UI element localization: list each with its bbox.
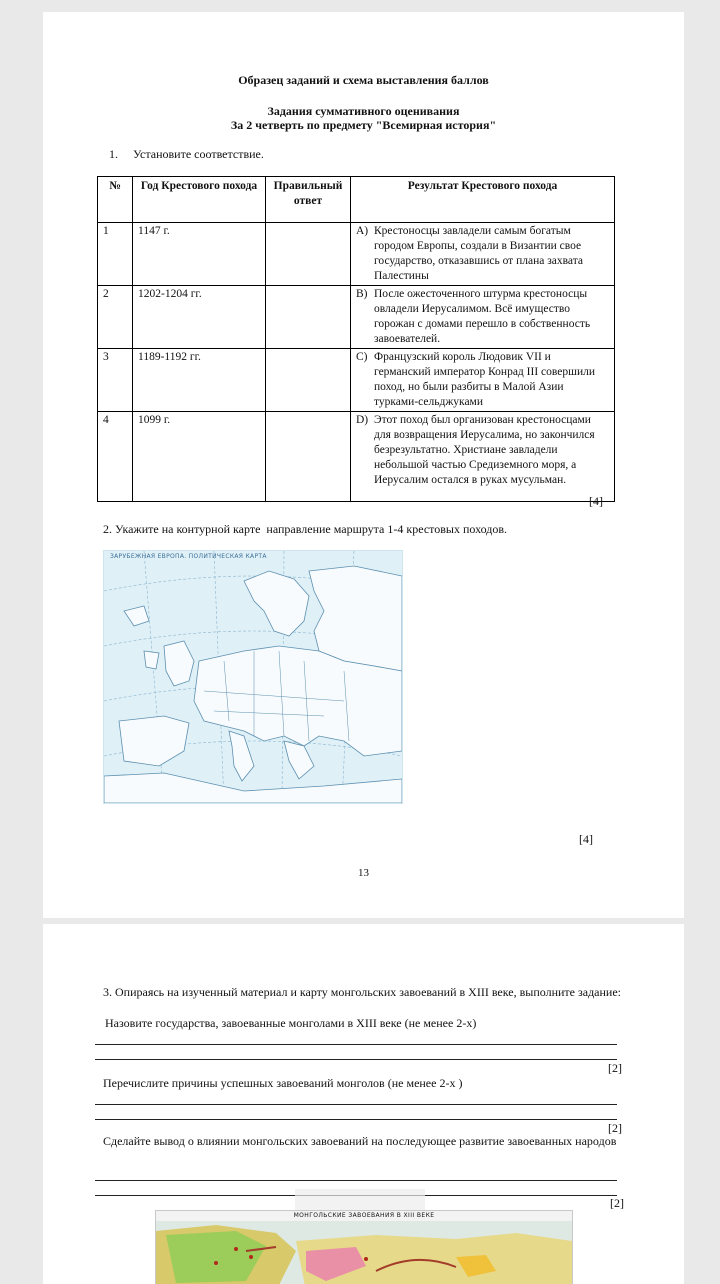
answer-line[interactable] bbox=[95, 1059, 617, 1060]
option-text: Этот поход был организован крестоносцами для возвращения Иерусалима, но закончился безрезультатно. Христиане завладели небольшой частью Средиземного моря, а Иерусалим остался в руках мусульман. bbox=[374, 414, 595, 486]
q2-score: [2] bbox=[608, 1121, 622, 1135]
row-num: 2 bbox=[98, 286, 133, 349]
table-row bbox=[98, 223, 615, 286]
page-number: 13 bbox=[358, 867, 369, 879]
mongol-map-caption: МОНГОЛЬСКИЕ ЗАВОЕВАНИЯ В XIII ВЕКЕ bbox=[293, 1212, 435, 1219]
row-year: 1202-1204 гг. bbox=[133, 286, 266, 349]
task1-score: [4] bbox=[589, 494, 603, 508]
answer-line[interactable] bbox=[95, 1104, 617, 1105]
q1-score: [2] bbox=[608, 1061, 622, 1075]
col-header-answer: Правильный ответ bbox=[266, 177, 351, 223]
row-num: 4 bbox=[98, 412, 133, 502]
answer-cell[interactable] bbox=[266, 412, 351, 502]
option-text: Французский король Людовик VII и германский император Конрад III совершили поход, но были разбиты в Малой Азии турками-сельджуками bbox=[374, 351, 595, 408]
table-row bbox=[98, 349, 615, 412]
mongol-conquests-map bbox=[155, 1210, 573, 1284]
task3-question-1: Назовите государства, завоеванные монголами в XIII веке (не менее 2-х) bbox=[105, 1016, 477, 1030]
row-num: 1 bbox=[98, 223, 133, 286]
answer-line[interactable] bbox=[95, 1119, 617, 1120]
answer-cell[interactable] bbox=[266, 349, 351, 412]
table-row bbox=[98, 412, 615, 502]
table-row bbox=[98, 286, 615, 349]
matching-table bbox=[97, 176, 615, 502]
option-text: Крестоносцы завладели самым богатым городом Европы, создали в Византии свое государство, отказавшись от плана захвата Палестины bbox=[374, 225, 583, 282]
header-subtitle-2: За 2 четверть по предмету "Всемирная история" bbox=[230, 118, 497, 132]
col-header-year: Год Крестового похода bbox=[133, 177, 266, 223]
row-year: 1189-1192 гг. bbox=[133, 349, 266, 412]
header-title: Образец заданий и схема выставления баллов bbox=[238, 73, 489, 87]
answer-line[interactable] bbox=[95, 1180, 617, 1181]
task1-title: 1. Установите соответствие. bbox=[109, 147, 264, 161]
option-letter: A) bbox=[356, 225, 369, 237]
document-page-1 bbox=[43, 12, 684, 918]
europe-contour-map[interactable] bbox=[103, 550, 403, 804]
row-year: 1147 г. bbox=[133, 223, 266, 286]
answer-cell[interactable] bbox=[266, 286, 351, 349]
task2-score: [4] bbox=[579, 832, 593, 846]
option-letter: C) bbox=[356, 351, 368, 363]
row-num: 3 bbox=[98, 349, 133, 412]
task2-title: 2. Укажите на контурной карте направление маршрута 1-4 крестовых походов. bbox=[103, 522, 508, 536]
col-header-num: № bbox=[98, 177, 133, 223]
task3-question-2: Перечислите причины успешных завоеваний монголов (не менее 2-х ) bbox=[103, 1076, 463, 1090]
header-subtitle-1: Задания суммативного оценивания bbox=[267, 104, 460, 118]
document-page-2 bbox=[43, 924, 684, 1284]
task3-intro: 3. Опираясь на изученный материал и карту монгольских завоеваний в XIII веке, выполните задание: bbox=[103, 985, 622, 999]
row-year: 1099 г. bbox=[133, 412, 266, 502]
map-caption: ЗАРУБЕЖНАЯ ЕВРОПА. ПОЛИТИЧЕСКАЯ КАРТА bbox=[110, 553, 267, 560]
answer-line[interactable] bbox=[95, 1044, 617, 1045]
option-letter: B) bbox=[356, 288, 368, 300]
answer-cell[interactable] bbox=[266, 223, 351, 286]
col-header-result: Результат Крестового похода bbox=[351, 177, 615, 223]
q3-score: [2] bbox=[610, 1196, 624, 1210]
task3-question-3: Сделайте вывод о влиянии монгольских завоеваний на последующее развитие завоеванных народов bbox=[103, 1134, 617, 1148]
option-text: После ожесточенного штурма крестоносцы овладели Иерусалимом. Всё имущество горожан с домами перешло в собственность завоевателей. bbox=[374, 288, 591, 345]
option-letter: D) bbox=[356, 414, 369, 426]
mongol-map-graphic bbox=[156, 1211, 572, 1284]
europe-map-graphic bbox=[104, 551, 402, 803]
